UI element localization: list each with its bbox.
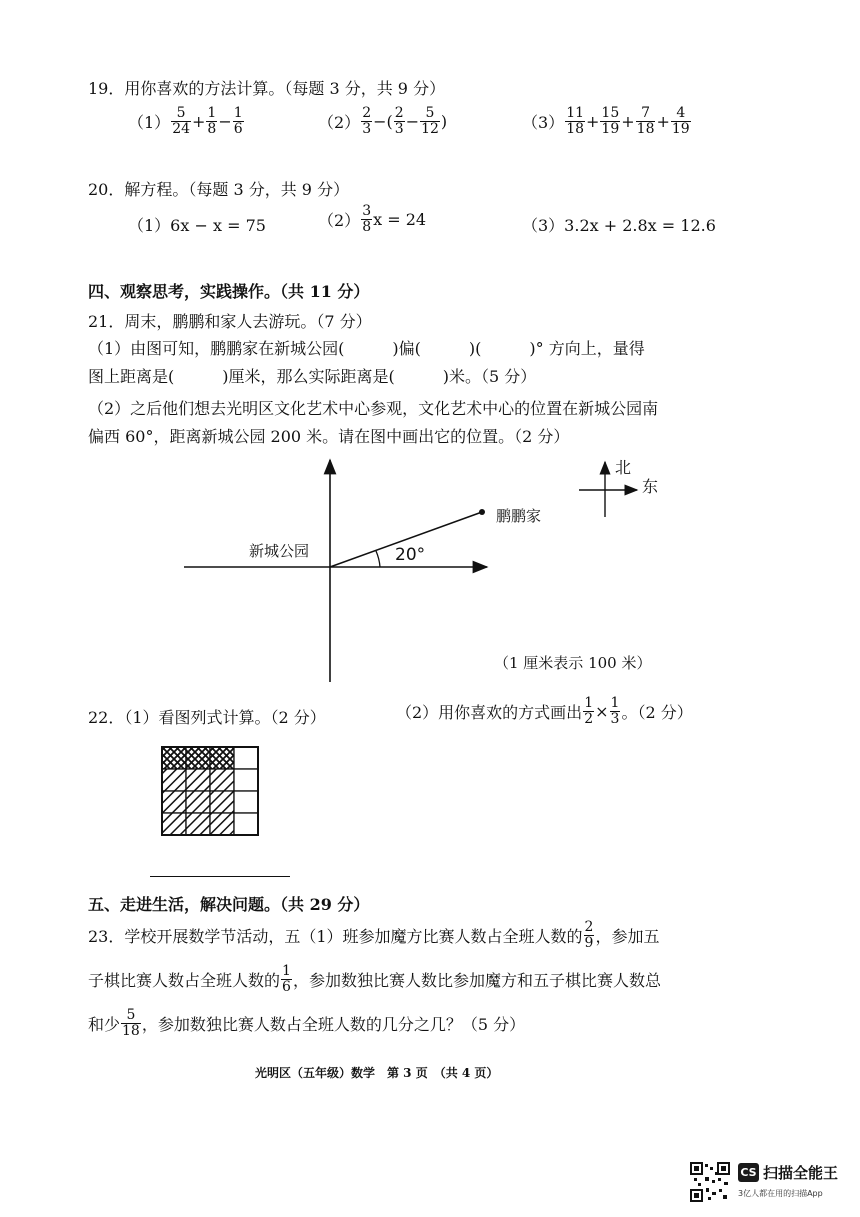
q22-part1: 22．（1）看图列式计算。（2 分） <box>88 708 326 727</box>
fraction: $\frac{1}{2}$ <box>584 695 594 727</box>
q23-text: ，参加数独比赛人数比参加魔方和五子棋比赛人数总 <box>292 970 661 990</box>
problem-label: （1） <box>128 112 171 132</box>
q21-part1-line1: （1）由图可知，鹏鹏家在新城公园( )偏( )( )° 方向上，量得 <box>88 339 645 358</box>
q23-text: 子棋比赛人数占全班人数的 <box>88 970 281 990</box>
problem-label: （3） <box>522 112 565 132</box>
q23-line-1 <box>88 920 659 950</box>
fraction: $\frac{2}{9}$ <box>584 919 594 951</box>
q21-title: 21．周末，鹏鹏和家人去游玩。（7 分） <box>88 312 372 331</box>
q20-problem-1: （1）6x − x = 75 <box>128 216 266 235</box>
q20-title: 20．解方程。（每题 3 分，共 9 分） <box>88 180 350 199</box>
grid-cell <box>234 769 258 791</box>
operator: − <box>218 111 232 131</box>
grid-cell <box>234 813 258 835</box>
operator: + <box>656 111 670 131</box>
section-5-title: 五、走进生活，解决问题。（共 29 分） <box>88 895 370 914</box>
q23-text: ，参加五 <box>595 926 660 946</box>
fraction: $\frac{2}{3}$ <box>394 105 404 137</box>
grid-cell <box>162 769 186 791</box>
q22-part2-suffix: 。（2 分） <box>621 702 693 722</box>
operator: + <box>192 111 206 131</box>
problem-label: （2） <box>318 112 361 132</box>
scale-note: （1 厘米表示 100 米） <box>494 654 652 672</box>
fraction: $\frac{1}{8}$ <box>207 105 217 137</box>
grid-cell <box>234 747 258 769</box>
home-label: 鹏鹏家 <box>496 507 542 525</box>
page-footer: 光明区（五年级）数学 第 3 页 （共 4 页） <box>255 1066 499 1080</box>
grid-cell <box>234 791 258 813</box>
grid-cell <box>162 747 186 769</box>
operator: −( <box>373 111 393 131</box>
grid-cell <box>186 791 210 813</box>
grid-cell <box>186 747 210 769</box>
fraction: $\frac{7}{18}$ <box>636 105 655 137</box>
q20-problem-3: （3）3.2x + 2.8x = 12.6 <box>522 216 716 235</box>
q19-title: 19．用你喜欢的方法计算。（每题 3 分，共 9 分） <box>88 79 446 98</box>
operator: + <box>586 111 600 131</box>
scanner-brand-name: 扫描全能王 <box>763 1164 839 1182</box>
operator: − <box>405 111 420 131</box>
fraction: $\frac{5}{24}$ <box>172 105 191 137</box>
q22-part2-text: （2）用你喜欢的方式画出 <box>396 702 583 722</box>
q23-text: 和少 <box>88 1014 121 1034</box>
fraction-grid <box>160 745 262 840</box>
fraction: $\frac{5}{12}$ <box>421 105 439 137</box>
grid-cell <box>210 791 234 813</box>
compass-north-label: 北 <box>615 458 632 477</box>
problem-label: （2） <box>318 210 361 230</box>
q23-line-2 <box>88 964 661 994</box>
scanner-tagline: 3亿人都在用的扫描App <box>738 1189 823 1198</box>
angle-arc <box>376 551 380 567</box>
fraction: $\frac{1}{6}$ <box>282 963 291 995</box>
section-4-title: 四、观察思考，实践操作。（共 11 分） <box>88 282 370 301</box>
home-point <box>479 509 485 515</box>
fraction: $\frac{1}{6}$ <box>233 105 243 137</box>
grid-cell <box>210 769 234 791</box>
operator: ) <box>440 111 448 131</box>
qr-code-icon <box>690 1162 730 1202</box>
operator: × <box>595 701 609 721</box>
q21-part1-line2: 图上距离是( )厘米，那么实际距离是( )米。（5 分） <box>88 367 537 386</box>
fraction: $\frac{15}{19}$ <box>601 105 620 137</box>
fraction: $\frac{5}{18}$ <box>122 1007 140 1039</box>
q22-part2 <box>396 696 693 726</box>
compass-east-label: 东 <box>642 477 659 496</box>
q21-part2-line1: （2）之后他们想去光明区文化艺术中心参观，文化艺术中心的位置在新城公园南 <box>88 399 659 418</box>
fraction: $\frac{4}{19}$ <box>671 105 690 137</box>
fraction: $\frac{2}{3}$ <box>362 105 372 137</box>
q23-text: ，参加数独比赛人数占全班人数的几分之几？（5 分） <box>141 1014 526 1034</box>
grid-cell <box>210 813 234 835</box>
fraction: $\frac{3}{8}$ <box>362 203 372 235</box>
grid-cell <box>186 813 210 835</box>
cs-logo-badge: CS <box>738 1163 759 1182</box>
answer-line <box>150 876 290 877</box>
fraction: $\frac{1}{3}$ <box>610 695 620 727</box>
operator: + <box>621 111 635 131</box>
grid-cell <box>162 791 186 813</box>
grid-cell <box>210 747 234 769</box>
equation-rest: x = 24 <box>373 209 427 229</box>
q23-text: 23．学校开展数学节活动，五（1）班参加魔方比赛人数占全班人数的 <box>88 926 583 946</box>
grid-cell <box>162 813 186 835</box>
grid-cell <box>186 769 210 791</box>
q23-line-3 <box>88 1008 525 1038</box>
fraction: $\frac{11}{18}$ <box>566 105 585 137</box>
angle-label: 20° <box>395 545 426 565</box>
origin-label: 新城公园 <box>249 542 310 560</box>
q21-part2-line2: 偏西 60°，距离新城公园 200 米。请在图中画出它的位置。（2 分） <box>88 427 570 446</box>
